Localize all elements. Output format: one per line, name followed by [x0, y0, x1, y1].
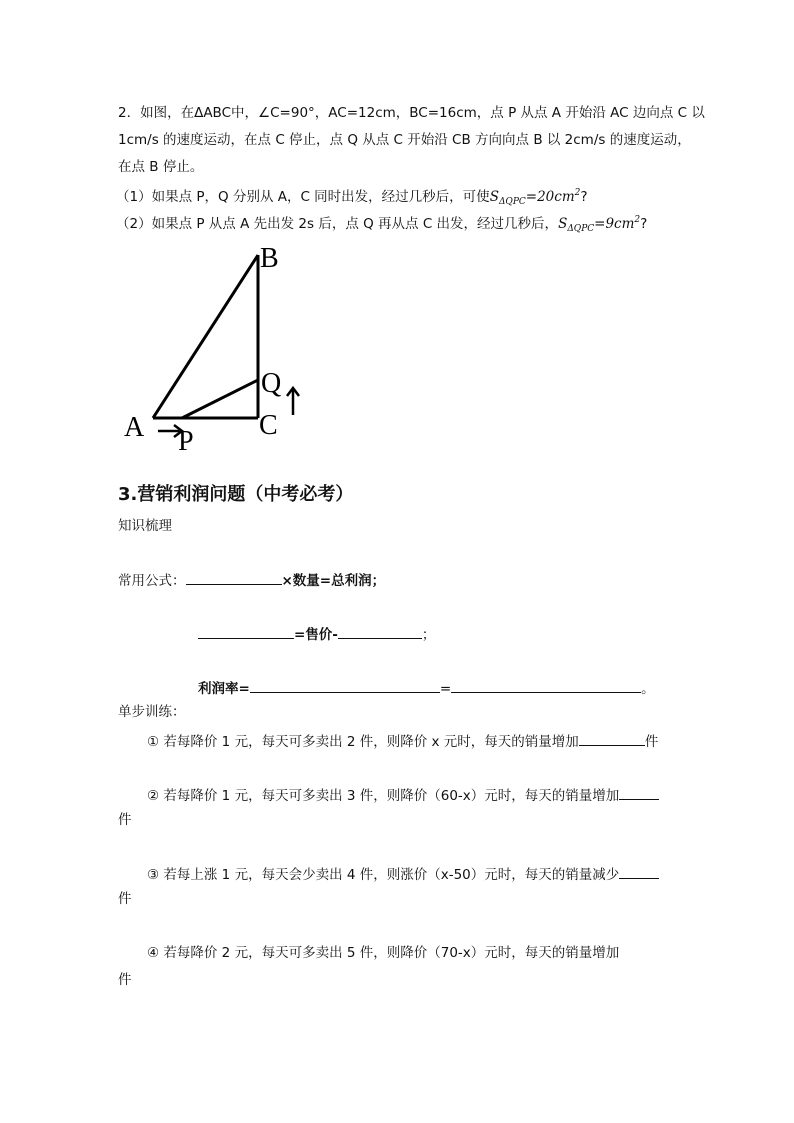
training-item-3-blank[interactable] — [619, 864, 659, 879]
label-c: C — [259, 410, 278, 441]
formula-1-blank[interactable] — [186, 570, 282, 585]
training-item-4-end: 件 — [118, 972, 132, 988]
arrow-up-icon — [287, 388, 299, 415]
formula-3-label: 利润率= — [198, 681, 250, 697]
training-heading: 单步训练： — [118, 704, 186, 720]
training-item-2: ② 若每降价 1 元，每天可多卖出 3 件，则降价（60-x）元时，每天的销量增加 — [147, 785, 659, 805]
training-item-1-blank[interactable] — [579, 731, 645, 746]
training-item-2-blank[interactable] — [619, 785, 659, 800]
training-item-2-end: 件 — [118, 812, 132, 828]
question-2: （2）如果点 P 从点 A 先出发 2s 后，点 Q 再从点 C 出发，经过几秒后，$S_{\Delta QPC}=9cm^2$? — [116, 215, 648, 234]
triangle-figure — [110, 238, 330, 453]
label-b: B — [260, 243, 279, 274]
formula-1 — [118, 570, 385, 590]
label-p: P — [178, 426, 194, 453]
knowledge-heading: 知识梳理 — [118, 518, 172, 534]
question-1-text: （1）如果点 P，Q 分别从 A，C 同时出发，经过几秒后，可使 — [116, 189, 490, 205]
question-1-area-formula: $S_{\Delta QPC}=20cm^2$ — [489, 188, 581, 207]
training-item-1: ① 若每降价 1 元，每天可多卖出 2 件，则降价 x 元时，每天的销量增加 件 — [147, 731, 658, 751]
problem2-line1: 2．如图，在ΔABC中，∠C=90°，AC=12cm，BC=16cm，点 P 从点 A 开始沿 AC 边向点 C 以 — [118, 105, 705, 121]
problem2-line2: 1cm/s 的速度运动，在点 C 停止，点 Q 从点 C 开始沿 CB 方向向点 B 以 2cm/s 的速度运动， — [118, 132, 691, 148]
formula-1-rest: ×数量=总利润； — [281, 573, 386, 589]
formula-3-blank-2[interactable] — [451, 678, 641, 693]
label-q: Q — [261, 368, 282, 399]
formula-3-blank-1[interactable] — [250, 678, 440, 693]
section-3-title: 3.营销利润问题（中考必考） — [118, 484, 354, 505]
side-ab — [153, 255, 258, 418]
formula-2-eq: =售价- — [294, 627, 338, 643]
formula-2-blank-2[interactable] — [338, 624, 422, 639]
question-2-area-formula: $S_{\Delta QPC}=9cm^2$ — [558, 215, 641, 234]
label-a: A — [124, 412, 145, 443]
formula-3-end: 。 — [641, 681, 655, 697]
question-2-text: （2）如果点 P 从点 A 先出发 2s 后，点 Q 再从点 C 出发，经过几秒后， — [116, 216, 559, 232]
formula-2-blank-1[interactable] — [198, 624, 294, 639]
formula-label: 常用公式： — [118, 573, 186, 589]
formula-3 — [198, 678, 655, 698]
formula-3-eq: = — [439, 681, 452, 697]
formula-2 — [198, 624, 435, 644]
formula-2-end: ； — [421, 627, 436, 643]
training-item-3: ③ 若每上涨 1 元，每天会少卖出 4 件，则涨价（x-50）元时，每天的销量减少 — [147, 864, 659, 884]
problem2-line3: 在点 B 停止。 — [118, 159, 204, 175]
training-item-4: ④ 若每降价 2 元，每天可多卖出 5 件，则降价（70-x）元时，每天的销量增加 — [147, 945, 620, 961]
training-item-3-end: 件 — [118, 891, 132, 907]
segment-pq — [182, 380, 258, 418]
question-1: （1）如果点 P，Q 分别从 A，C 同时出发，经过几秒后，可使$S_{\Delta QPC}=20cm^2$? — [116, 188, 588, 207]
